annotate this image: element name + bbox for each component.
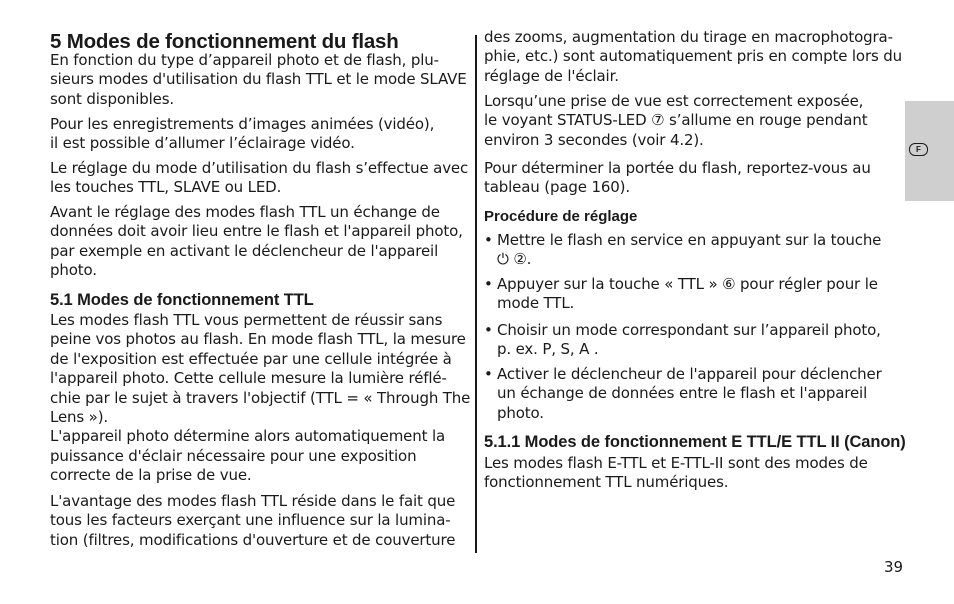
list-item-text: Appuyer sur la touche « TTL » ⑥ pour régler pour le mode TTL. <box>497 275 878 313</box>
ttl-paragraph: Les modes flash TTL vous permettent de réussir sans peine vos photos au flash. En mode flash TTL, la mesure de l'exposition est effectuée par une cellule intégrée à l'appareil photo. Cette cellule mesure la lumière réflé- chie par le sujet à travers l'objectif (TTL = « Through The Lens »). L'appareil photo détermine alors automatiquement la puissance d'éclair nécessaire pour une exposition correcte de la prise de vue. <box>50 311 471 485</box>
advantage-paragraph: L'avantage des modes flash TTL réside dans le fait que tous les facteurs exerçant une influence sur la lumina- tion (filtres, modifications d'ouverture et de couverture <box>50 492 456 549</box>
canon-paragraph: Les modes flash E-TTL et E-TTL-II sont des modes de fonctionnement TTL numériques. <box>484 454 868 492</box>
video-paragraph: Pour les enregistrements d’images animées (vidéo), il est possible d’allumer l’éclairage vidéo. <box>50 115 435 153</box>
bullet-marker: • <box>484 231 493 249</box>
language-tab-label: F <box>909 143 928 156</box>
bullet-marker: • <box>484 365 493 383</box>
setting-paragraph: Le réglage du mode d’utilisation du flash s’effectue avec les touches TTL, SLAVE ou LED. <box>50 159 469 197</box>
range-paragraph: Pour déterminer la portée du flash, reportez-vous au tableau (page 160). <box>484 159 871 197</box>
column-divider <box>475 35 477 553</box>
exposed-paragraph: Lorsqu’une prise de vue est correctement exposée, le voyant STATUS-LED ⑦ s’allume en rouge pendant environ 3 secondes (voir 4.2). <box>484 92 868 149</box>
bullet-marker: • <box>484 321 493 339</box>
before-paragraph: Avant le réglage des modes flash TTL un échange de données doit avoir lieu entre le flash et l'appareil photo, par exemple en activant le déclencheur de l'appareil photo. <box>50 203 463 280</box>
intro-paragraph: En fonction du type d’appareil photo et de flash, plu- sieurs modes d'utilisation du flash TTL et le mode SLAVE sont disponibles. <box>50 51 467 108</box>
list-item-text: Mettre le flash en service en appuyant sur la touche ⏻ ②. <box>497 231 882 269</box>
subsection-heading: 5.1 Modes de fonctionnement TTL <box>50 291 314 309</box>
procedure-heading: Procédure de réglage <box>484 208 638 225</box>
list-item-text: Activer le déclencheur de l'appareil pour déclencher un échange de données entre le flash et l'appareil photo. <box>497 365 882 422</box>
continued-paragraph: des zooms, augmentation du tirage en macrophotogra- phie, etc.) sont automatiquement pris en compte lors du réglage de l'éclair. <box>484 28 902 85</box>
section-heading: 5 Modes de fonctionnement du flash <box>50 30 399 53</box>
canon-heading: 5.1.1 Modes de fonctionnement E TTL/E TTL II (Canon) <box>484 433 906 451</box>
page-number: 39 <box>884 558 904 576</box>
bullet-marker: • <box>484 275 493 293</box>
list-item-text: Choisir un mode correspondant sur l’appareil photo, p. ex. P, S, A . <box>497 321 881 359</box>
